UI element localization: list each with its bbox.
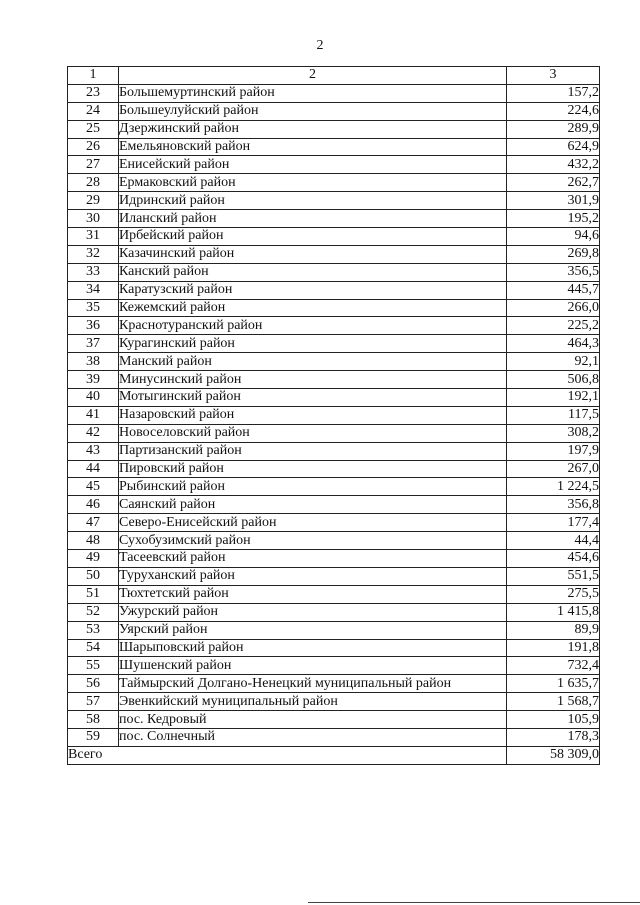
district-name: Большемуртинский район bbox=[119, 84, 507, 102]
row-number: 32 bbox=[68, 245, 119, 263]
table-row bbox=[68, 478, 600, 496]
row-number: 26 bbox=[68, 138, 119, 156]
header-col-3: 3 bbox=[507, 67, 600, 85]
row-number: 39 bbox=[68, 371, 119, 389]
table-row bbox=[68, 245, 600, 263]
row-number: 30 bbox=[68, 210, 119, 228]
table-row bbox=[68, 389, 600, 407]
row-value: 275,5 bbox=[507, 585, 600, 603]
table-row bbox=[68, 210, 600, 228]
district-name: Ужурский район bbox=[119, 603, 507, 621]
district-name: Уярский район bbox=[119, 621, 507, 639]
table-row bbox=[68, 550, 600, 568]
page-number: 2 bbox=[316, 38, 324, 53]
district-name: пос. Солнечный bbox=[119, 728, 507, 746]
total-label: Всего bbox=[68, 746, 507, 764]
row-value: 266,0 bbox=[507, 299, 600, 317]
row-value: 1 635,7 bbox=[507, 675, 600, 693]
row-number: 27 bbox=[68, 156, 119, 174]
row-value: 308,2 bbox=[507, 424, 600, 442]
row-number: 38 bbox=[68, 353, 119, 371]
footer-line bbox=[308, 902, 640, 903]
row-number: 59 bbox=[68, 728, 119, 746]
row-number: 50 bbox=[68, 567, 119, 585]
district-name: Курагинский район bbox=[119, 335, 507, 353]
row-value: 44,4 bbox=[507, 532, 600, 550]
district-name: Рыбинский район bbox=[119, 478, 507, 496]
row-value: 506,8 bbox=[507, 371, 600, 389]
row-value: 1 224,5 bbox=[507, 478, 600, 496]
district-name: Канский район bbox=[119, 263, 507, 281]
row-number: 24 bbox=[68, 102, 119, 120]
district-name: Новоселовский район bbox=[119, 424, 507, 442]
row-value: 1 568,7 bbox=[507, 693, 600, 711]
row-value: 177,4 bbox=[507, 514, 600, 532]
row-value: 289,9 bbox=[507, 120, 600, 138]
row-number: 57 bbox=[68, 693, 119, 711]
row-value: 269,8 bbox=[507, 245, 600, 263]
row-value: 197,9 bbox=[507, 442, 600, 460]
district-name: Краснотуранский район bbox=[119, 317, 507, 335]
row-number: 45 bbox=[68, 478, 119, 496]
district-name: Таймырский Долгано-Ненецкий муниципальный район bbox=[119, 675, 507, 693]
row-value: 157,2 bbox=[507, 84, 600, 102]
table-row bbox=[68, 460, 600, 478]
table-row bbox=[68, 567, 600, 585]
district-name: Емельяновский район bbox=[119, 138, 507, 156]
row-value: 224,6 bbox=[507, 102, 600, 120]
row-number: 29 bbox=[68, 192, 119, 210]
row-number: 40 bbox=[68, 389, 119, 407]
district-name: Шарыповский район bbox=[119, 639, 507, 657]
row-value: 195,2 bbox=[507, 210, 600, 228]
district-name: Ермаковский район bbox=[119, 174, 507, 192]
table-row bbox=[68, 174, 600, 192]
row-value: 262,7 bbox=[507, 174, 600, 192]
table-body bbox=[68, 67, 600, 765]
table-row bbox=[68, 603, 600, 621]
table-row bbox=[68, 317, 600, 335]
row-number: 33 bbox=[68, 263, 119, 281]
district-name: Тасеевский район bbox=[119, 550, 507, 568]
row-value: 225,2 bbox=[507, 317, 600, 335]
row-number: 31 bbox=[68, 228, 119, 246]
table-row bbox=[68, 263, 600, 281]
row-value: 624,9 bbox=[507, 138, 600, 156]
row-value: 356,5 bbox=[507, 263, 600, 281]
district-name: Назаровский район bbox=[119, 406, 507, 424]
table-row bbox=[68, 621, 600, 639]
row-number: 41 bbox=[68, 406, 119, 424]
table-row bbox=[68, 120, 600, 138]
district-name: Саянский район bbox=[119, 496, 507, 514]
row-number: 58 bbox=[68, 711, 119, 729]
row-value: 178,3 bbox=[507, 728, 600, 746]
row-number: 51 bbox=[68, 585, 119, 603]
table-row bbox=[68, 102, 600, 120]
table-row bbox=[68, 424, 600, 442]
table-row bbox=[68, 353, 600, 371]
row-value: 192,1 bbox=[507, 389, 600, 407]
row-value: 89,9 bbox=[507, 621, 600, 639]
district-name: Манский район bbox=[119, 353, 507, 371]
row-number: 49 bbox=[68, 550, 119, 568]
table-row bbox=[68, 335, 600, 353]
table-row bbox=[68, 675, 600, 693]
table-row bbox=[68, 639, 600, 657]
row-number: 55 bbox=[68, 657, 119, 675]
row-number: 54 bbox=[68, 639, 119, 657]
table-row bbox=[68, 138, 600, 156]
row-number: 43 bbox=[68, 442, 119, 460]
row-number: 36 bbox=[68, 317, 119, 335]
row-value: 356,8 bbox=[507, 496, 600, 514]
row-number: 53 bbox=[68, 621, 119, 639]
district-name: Иланский район bbox=[119, 210, 507, 228]
table-row bbox=[68, 299, 600, 317]
table-row bbox=[68, 406, 600, 424]
row-value: 105,9 bbox=[507, 711, 600, 729]
row-value: 464,3 bbox=[507, 335, 600, 353]
row-value: 92,1 bbox=[507, 353, 600, 371]
table-row bbox=[68, 693, 600, 711]
row-number: 52 bbox=[68, 603, 119, 621]
table-row bbox=[68, 711, 600, 729]
district-name: Кежемский район bbox=[119, 299, 507, 317]
row-value: 551,5 bbox=[507, 567, 600, 585]
row-value: 267,0 bbox=[507, 460, 600, 478]
table-row bbox=[68, 728, 600, 746]
row-value: 1 415,8 bbox=[507, 603, 600, 621]
total-row bbox=[68, 746, 600, 764]
district-name: Ирбейский район bbox=[119, 228, 507, 246]
data-table bbox=[67, 66, 600, 765]
table-header-row bbox=[68, 67, 600, 85]
district-name: Тюхтетский район bbox=[119, 585, 507, 603]
district-name: Енисейский район bbox=[119, 156, 507, 174]
district-name: Дзержинский район bbox=[119, 120, 507, 138]
table-row bbox=[68, 156, 600, 174]
district-name: Шушенский район bbox=[119, 657, 507, 675]
district-name: Минусинский район bbox=[119, 371, 507, 389]
header-col-2: 2 bbox=[119, 67, 507, 85]
district-name: Сухобузимский район bbox=[119, 532, 507, 550]
row-number: 56 bbox=[68, 675, 119, 693]
row-number: 34 bbox=[68, 281, 119, 299]
table-row bbox=[68, 228, 600, 246]
district-name: Идринский район bbox=[119, 192, 507, 210]
district-name: Эвенкийский муниципальный район bbox=[119, 693, 507, 711]
table-row bbox=[68, 585, 600, 603]
district-name: Мотыгинский район bbox=[119, 389, 507, 407]
row-value: 445,7 bbox=[507, 281, 600, 299]
row-number: 25 bbox=[68, 120, 119, 138]
row-number: 47 bbox=[68, 514, 119, 532]
district-name: Каратузский район bbox=[119, 281, 507, 299]
district-name: Большеулуйский район bbox=[119, 102, 507, 120]
district-name: Пировский район bbox=[119, 460, 507, 478]
row-number: 28 bbox=[68, 174, 119, 192]
row-number: 35 bbox=[68, 299, 119, 317]
row-number: 42 bbox=[68, 424, 119, 442]
row-value: 94,6 bbox=[507, 228, 600, 246]
table-row bbox=[68, 281, 600, 299]
row-number: 44 bbox=[68, 460, 119, 478]
table-row bbox=[68, 532, 600, 550]
row-number: 46 bbox=[68, 496, 119, 514]
table-row bbox=[68, 496, 600, 514]
row-value: 191,8 bbox=[507, 639, 600, 657]
table-row bbox=[68, 192, 600, 210]
total-value: 58 309,0 bbox=[507, 746, 600, 764]
district-name: Северо-Енисейский район bbox=[119, 514, 507, 532]
row-number: 23 bbox=[68, 84, 119, 102]
table-row bbox=[68, 657, 600, 675]
row-value: 454,6 bbox=[507, 550, 600, 568]
table-row bbox=[68, 514, 600, 532]
row-value: 117,5 bbox=[507, 406, 600, 424]
table-row bbox=[68, 84, 600, 102]
district-name: Казачинский район bbox=[119, 245, 507, 263]
row-value: 732,4 bbox=[507, 657, 600, 675]
district-name: Туруханский район bbox=[119, 567, 507, 585]
row-value: 432,2 bbox=[507, 156, 600, 174]
row-number: 48 bbox=[68, 532, 119, 550]
district-name: Партизанский район bbox=[119, 442, 507, 460]
row-value: 301,9 bbox=[507, 192, 600, 210]
table-row bbox=[68, 442, 600, 460]
district-name: пос. Кедровый bbox=[119, 711, 507, 729]
header-col-1: 1 bbox=[68, 67, 119, 85]
table-row bbox=[68, 371, 600, 389]
row-number: 37 bbox=[68, 335, 119, 353]
